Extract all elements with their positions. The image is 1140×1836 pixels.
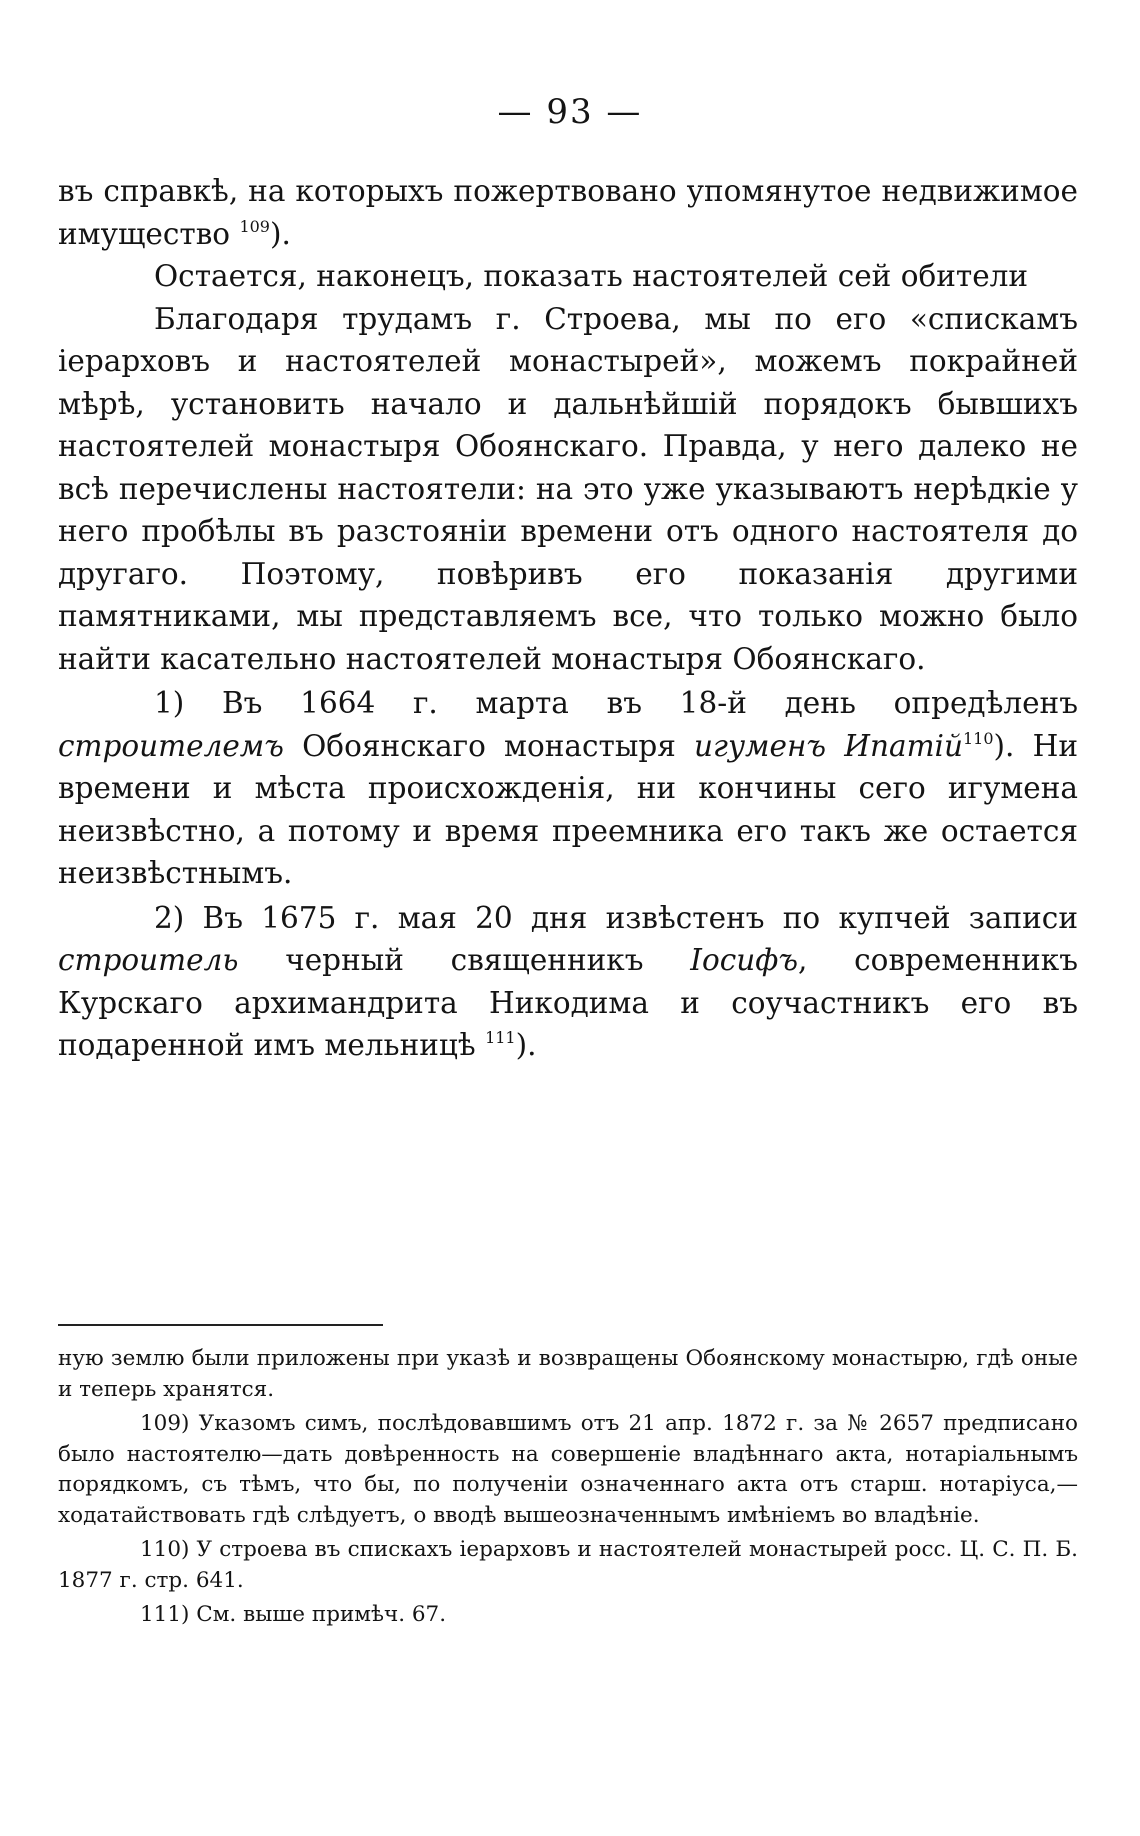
footnote-divider bbox=[58, 1324, 383, 1326]
footnote-ref-111: 111 bbox=[485, 1028, 516, 1047]
paragraph-item-1: 1) Въ 1664 г. марта въ 18-й день опредѣленъ строителемъ Обоянскаго монастыря игуменъ Ипатій$^{110}$). Ни времени и мѣста происхожденія, ни кончины сего игумена неизвѣстно, а потому и время преемника его такъ же остается неизвѣстнымъ. bbox=[58, 686, 1078, 890]
main-text bbox=[58, 170, 1078, 1067]
footnote-110: 110) У строева въ спискахъ іерарховъ и настоятелей монастырей росс. Ц. С. П. Б. 1877 г. стр. 641. bbox=[58, 1537, 1078, 1593]
footnote-111: 111) См. выше примѣч. 67. bbox=[140, 1602, 447, 1627]
footnote-ref-110: 110 bbox=[962, 728, 994, 748]
paragraph-item-2: 2) Въ 1675 г. мая 20 дня извѣстенъ по купчей записи строитель черный священникъ Іосифъ, современникъ Курскаго архимандрита Никодима и соучастникъ его въ подаренной имъ мельницѣ $^{111}$). bbox=[58, 900, 1078, 1062]
footnotes bbox=[58, 1344, 1078, 1631]
footnote-continuation: ную землю были приложены при указѣ и возвращены Обоянскому монастырю, гдѣ оные и теперь хранятся. bbox=[58, 1346, 1078, 1402]
paragraph-sources: Благодаря трудамъ г. Строева, мы по его «спискамъ іерарховъ и настоятелей монастырей», можемъ покрайней мѣрѣ, установить начало и дальнѣйшій порядокъ бывшихъ настоятелей монастыря Обоянскаго. Правда, у него далеко не всѣ перечислены настоятели: на это уже указываютъ нерѣдкіе у него пробѣлы въ разстояніи времени отъ одного настоятеля до другаго. Поэтому, повѣривъ его показанія другими памятниками, мы представляемъ все, что только можно было найти касательно настоятелей монастыря Обоянскаго. bbox=[58, 301, 1078, 676]
paragraph-intro: Остается, наконецъ, показать настоятелей сей обители bbox=[154, 259, 1029, 293]
footnote-109: 109) Указомъ симъ, послѣдовавшимъ отъ 21 апр. 1872 г. за № 2657 предписано было настоятелю—дать довѣренность на совершеніе владѣннаго акта, нотаріальнымъ порядкомъ, съ тѣмъ, что бы, по полученіи означеннаго акта отъ старш. нотаріуса,—ходатайствовать гдѣ слѣдуетъ, о вводѣ вышеозначеннымъ имѣніемъ во владѣніе. bbox=[58, 1411, 1078, 1528]
paragraph-continuation: въ справкѣ, на которыхъ пожертвовано упомянутое недвижимое имущество $^{109}$). bbox=[58, 174, 1078, 251]
page-number: — 93 — bbox=[497, 92, 643, 132]
footnote-ref-109: 109 bbox=[239, 216, 270, 236]
